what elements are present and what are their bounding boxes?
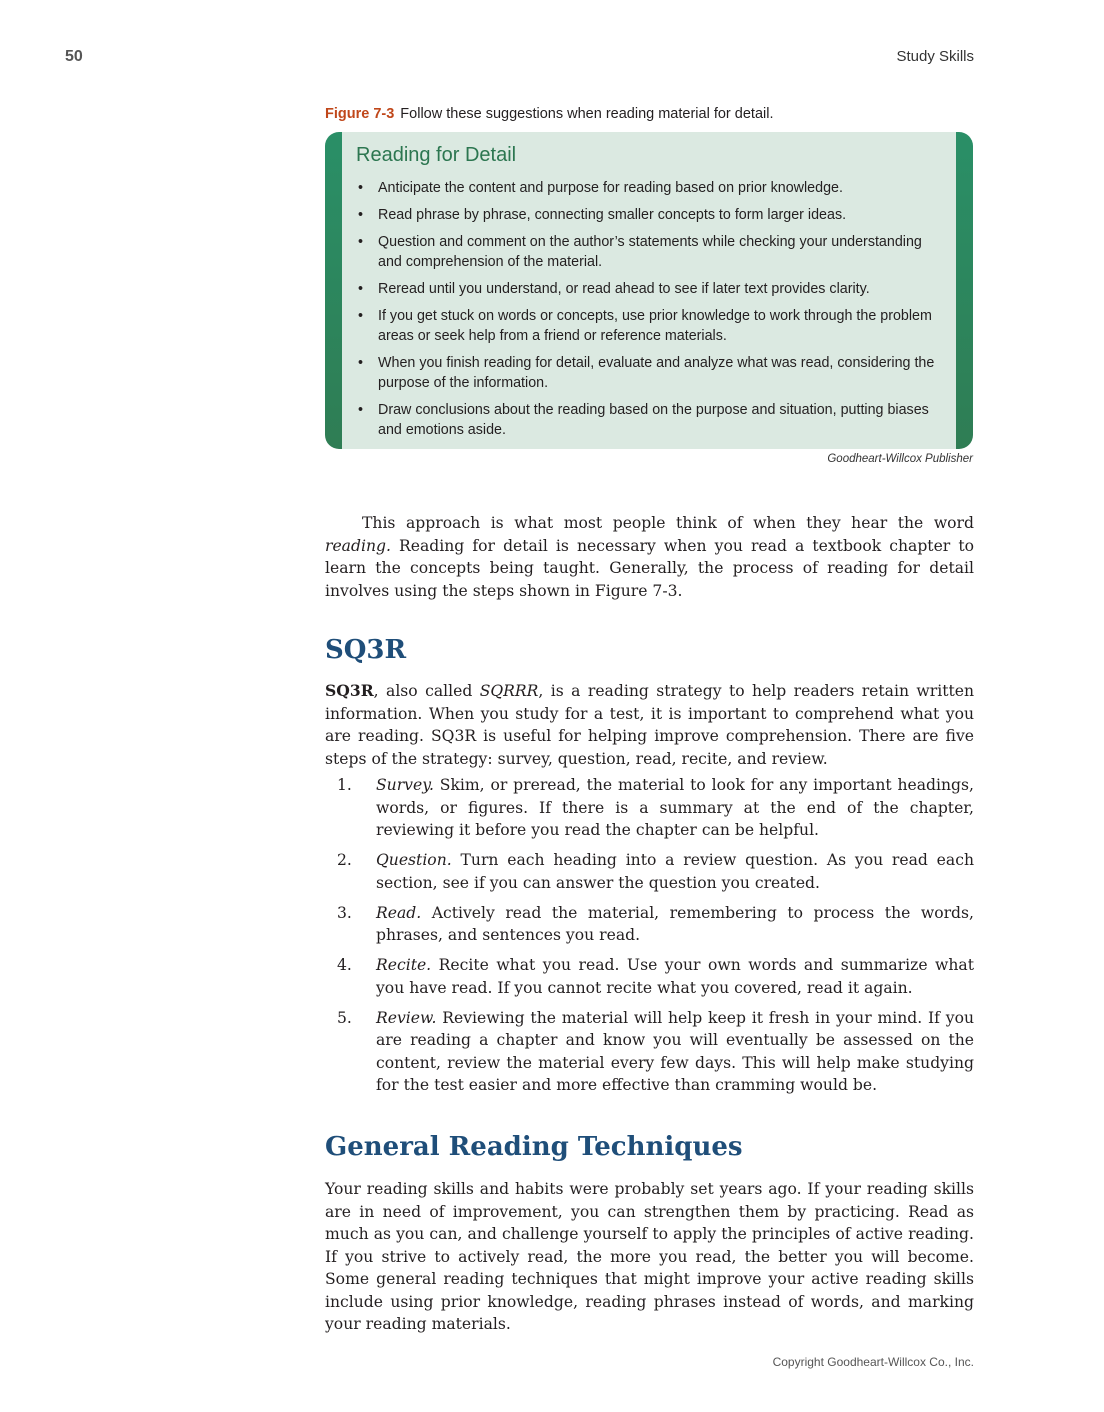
step-text: Skim, or preread, the material to look for any important headings, words, or figures. If there is a summary at the end of the chapter, reviewing it before you read the chapter can be helpful.	[376, 776, 974, 839]
list-item-text: When you finish reading for detail, evaluate and analyze what was read, considering the purpose of the information.	[378, 355, 935, 391]
list-item-text: Reread until you understand, or read ahead to see if later text provides clarity.	[378, 281, 870, 297]
step-number: 1.	[337, 776, 352, 794]
intro-text-b: Reading for detail is necessary when you read a textbook chapter to learn the concepts being taught. Generally, the process of reading for detail involves using the steps shown in Figure 7-3.	[325, 536, 974, 600]
intro-emphasis: reading.	[325, 536, 391, 555]
step-text: Actively read the material, remembering to process the words, phrases, and sentences you read.	[376, 903, 974, 944]
list-item	[356, 353, 946, 393]
step-item	[325, 849, 974, 894]
general-reading-heading: General Reading Techniques	[325, 1132, 743, 1162]
general-reading-paragraph	[325, 1178, 974, 1336]
step-term: Review.	[376, 1008, 437, 1027]
running-head: Study Skills	[896, 48, 974, 65]
step-text: Recite what you read. Use your own words and summarize what you have read. If you cannot recite what you covered, read it again.	[376, 956, 974, 997]
bullet-icon: •	[358, 281, 364, 297]
step-number: 4.	[337, 956, 352, 974]
list-item-text: Question and comment on the author’s statements while checking your understanding and comprehension of the material.	[378, 234, 922, 270]
bullet-icon: •	[358, 355, 364, 371]
sq3r-alt-name: SQRRR	[479, 682, 539, 700]
step-item	[325, 954, 974, 999]
figure-label: Figure 7-3	[325, 106, 395, 122]
sq3r-heading: SQ3R	[325, 635, 407, 665]
list-item	[356, 306, 946, 346]
step-number: 5.	[337, 1008, 352, 1027]
copyright: Copyright Goodheart-Willcox Co., Inc.	[772, 1355, 974, 1369]
bullet-icon: •	[358, 234, 364, 250]
step-term: Question.	[376, 851, 452, 869]
figure-caption-text: Follow these suggestions when reading material for detail.	[400, 106, 774, 122]
step-item	[325, 1007, 974, 1097]
list-item-text: Draw conclusions about the reading based on the purpose and situation, putting biases and emotions aside.	[378, 402, 929, 438]
bullet-icon: •	[358, 402, 364, 418]
step-number: 3.	[337, 903, 352, 922]
list-item	[356, 205, 946, 225]
step-text: Reviewing the material will help keep it fresh in your mind. If you are reading a chapter and know you will eventually be assessed on the content, review the material every few days. This will help make studying for the test easier and more effective than cramming would be.	[376, 1008, 974, 1094]
list-item	[356, 400, 946, 440]
list-item	[356, 178, 946, 198]
sq3r-steps	[325, 774, 974, 1104]
list-item-text: If you get stuck on words or concepts, use prior knowledge to work through the problem areas or seek help from a friend or reference materials.	[378, 308, 932, 344]
step-item	[325, 774, 974, 842]
general-reading-text: Your reading skills and habits were probably set years ago. If your reading skills are in need of improvement, you can strengthen them by practicing. Read as much as you can, and challenge yourself to apply the principles of active reading. If you strive to actively read, the more you read, the better you will become. Some general reading techniques that might improve your active reading skills include using prior knowledge, reading phrases instead of words, and marking your reading materials.	[325, 1180, 974, 1333]
step-number: 2.	[337, 851, 352, 869]
page-number: 50	[65, 48, 83, 65]
step-text: Turn each heading into a review question. As you read each section, see if you can answer the question you created.	[376, 851, 974, 892]
box-panel	[342, 132, 956, 449]
bullet-icon: •	[358, 180, 364, 196]
step-term: Survey.	[376, 776, 434, 794]
step-term: Recite.	[376, 956, 432, 974]
figure-credit: Goodheart-Willcox Publisher	[827, 453, 973, 465]
step-term: Read.	[376, 903, 422, 922]
list-item-text: Read phrase by phrase, connecting smaller concepts to form larger ideas.	[378, 207, 847, 223]
box-title: Reading for Detail	[356, 144, 517, 166]
list-item	[356, 232, 946, 272]
sq3r-text-b: , is a reading strategy to help readers retain written information. When you study for a test, it is important to comprehend what you are reading. SQ3R is useful for helping improve comprehension. There are five steps of the strategy: survey, question, read, recite, and review.	[325, 682, 974, 768]
bullet-icon: •	[358, 207, 364, 223]
list-item	[356, 279, 946, 299]
sq3r-term: SQ3R	[325, 681, 374, 700]
intro-text-a: This approach is what most people think of when they hear the word	[362, 514, 974, 532]
detail-list	[356, 178, 946, 447]
step-item	[325, 902, 974, 947]
list-item-text: Anticipate the content and purpose for reading based on prior knowledge.	[378, 180, 843, 196]
sq3r-text-a: , also called	[373, 682, 480, 700]
sq3r-paragraph	[325, 680, 974, 770]
bullet-icon: •	[358, 308, 364, 324]
figure-caption	[325, 106, 773, 122]
intro-paragraph	[325, 512, 974, 602]
reading-for-detail-box	[325, 132, 973, 449]
